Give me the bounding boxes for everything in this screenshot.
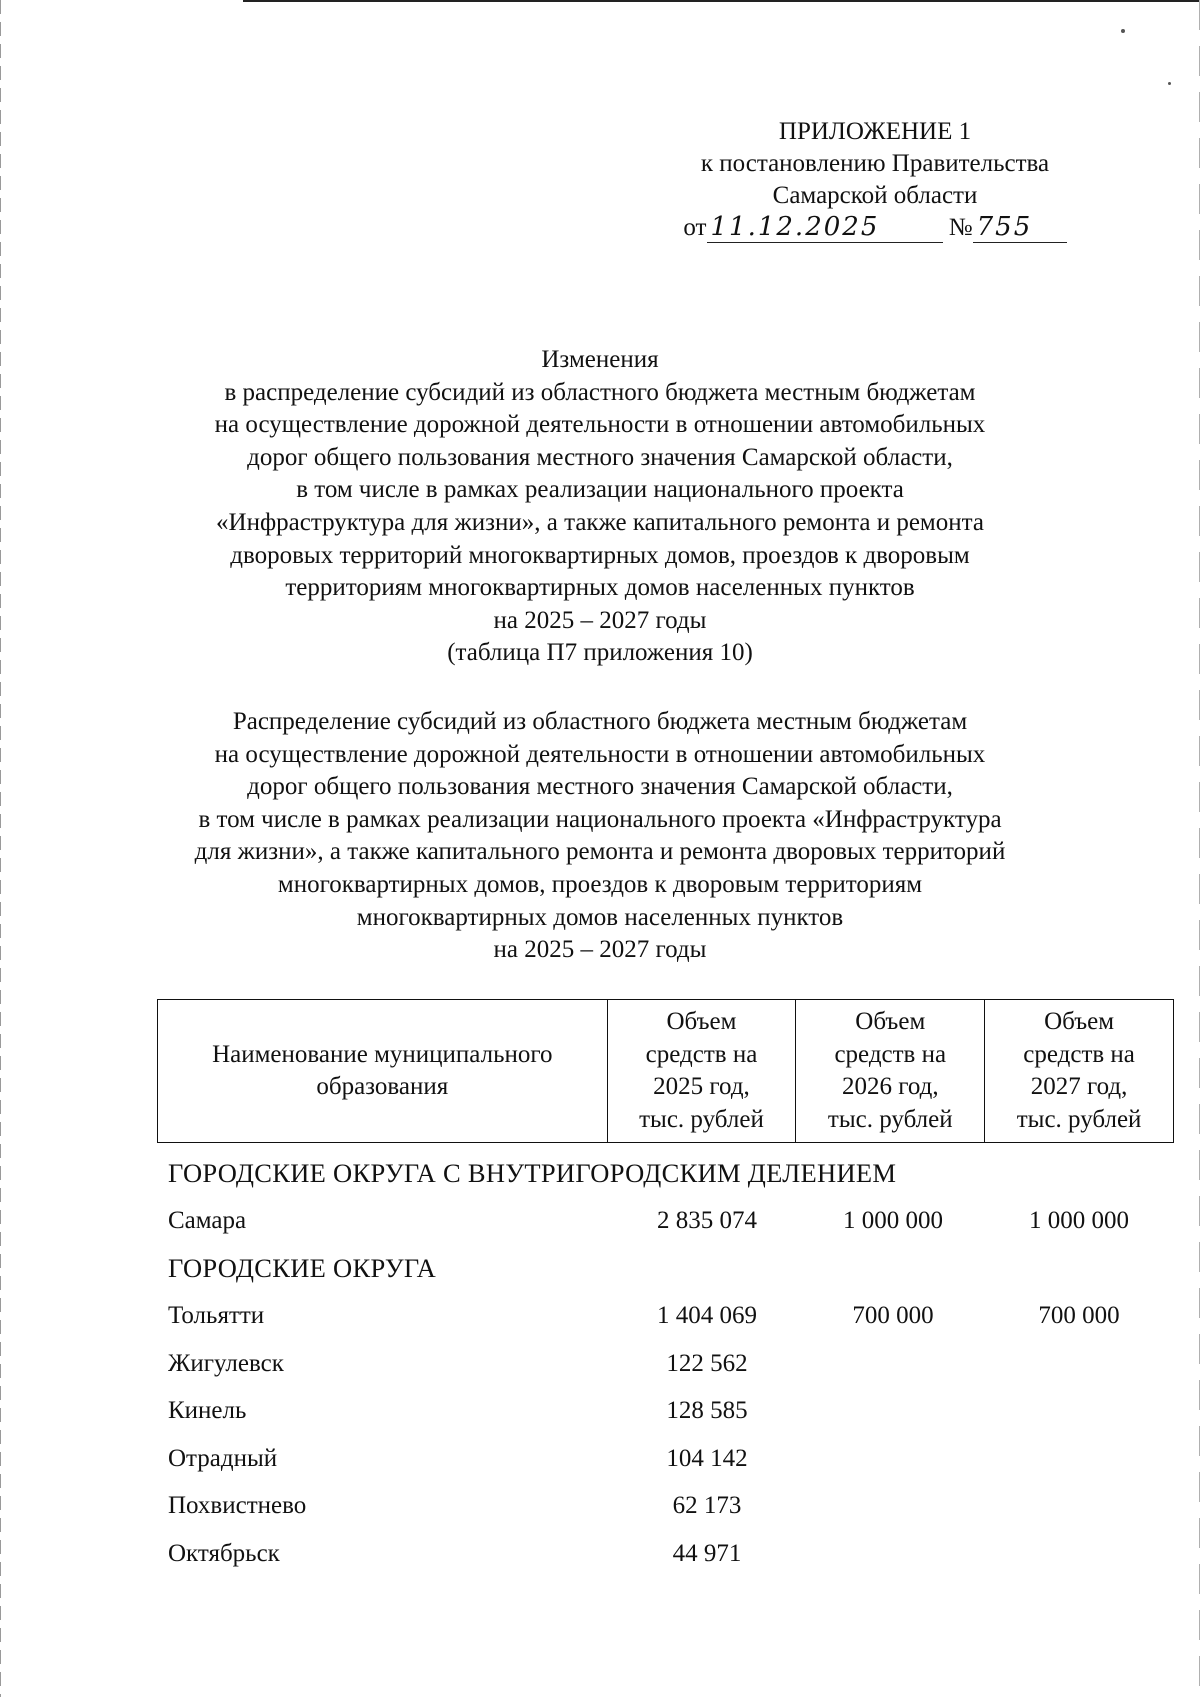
row-value-2025: 1 404 069 (657, 1302, 757, 1330)
table-row (157, 1530, 1174, 1578)
header-2025-line: Объем (666, 1008, 737, 1035)
subheading-line: Распределение субсидий из областного бюджета местным бюджетам (232, 708, 968, 735)
heading-line: Изменения (541, 346, 659, 373)
subheading-line: многоквартирных домов, проездов к дворовым территориям (277, 870, 923, 898)
header-2026-line: 2026 год, (841, 1073, 939, 1100)
header-2027-line: 2027 год, (1030, 1073, 1128, 1100)
handwritten-date: 11.12.2025 (707, 212, 943, 243)
row-value-2025: 122 562 (666, 1349, 748, 1377)
section-header (157, 1245, 1174, 1293)
subheading-line: в том числе в рамках реализации национального проекта «Инфраструктура (198, 805, 1002, 833)
header-2025-line: средств на (645, 1040, 758, 1068)
scan-speck (1121, 29, 1125, 33)
header-2025 (607, 1000, 796, 1143)
table-row (157, 1483, 1174, 1531)
date-prefix: от (683, 214, 707, 241)
header-municipality (158, 1000, 608, 1143)
appendix-line-2: Самарской области (772, 182, 978, 209)
table-header-row (158, 1000, 1174, 1143)
section-header (157, 1150, 1174, 1198)
row-value-2027: 1 000 000 (1029, 1207, 1129, 1235)
heading-line: в распределение субсидий из областного бюджета местным бюджетам (224, 378, 976, 406)
table-row (157, 1293, 1174, 1341)
heading-line: на осуществление дорожной деятельности в отношении автомобильных (214, 411, 986, 439)
heading-line: «Инфраструктура для жизни», а также капитального ремонта и ремонта (216, 508, 984, 536)
header-2027-line: Объем (1044, 1008, 1115, 1035)
row-value-2026: 1 000 000 (843, 1207, 943, 1235)
header-2025-line: тыс. рублей (639, 1105, 764, 1133)
row-name: Отрадный (168, 1444, 278, 1472)
row-value-2025: 104 142 (666, 1444, 748, 1472)
section-title: ГОРОДСКИЕ ОКРУГА С ВНУТРИГОРОДСКИМ ДЕЛЕНИЕМ (168, 1158, 897, 1189)
subheading-line: дорог общего пользования местного значения Самарской области, (247, 773, 953, 801)
header-2027-line: средств на (1023, 1040, 1135, 1068)
table-row (157, 1198, 1174, 1246)
heading-line: в том числе в рамках реализации национального проекта (296, 476, 904, 504)
subheading-line: на 2025 – 2027 годы (493, 936, 707, 964)
row-name: Кинель (168, 1397, 247, 1425)
heading-line: территориям многоквартирных домов населенных пунктов (285, 574, 915, 602)
row-name: Жигулевск (168, 1349, 284, 1377)
row-name: Октябрьск (168, 1539, 280, 1567)
table-body (157, 1150, 1174, 1578)
header-municipality-line: Наименование муниципального (212, 1040, 553, 1068)
document-subheading (130, 706, 1070, 967)
row-value-2025: 44 971 (672, 1539, 742, 1567)
header-2026-line: Объем (855, 1008, 926, 1035)
header-2027 (985, 1000, 1174, 1143)
handwritten-number: 755 (973, 212, 1067, 243)
subheading-line: на осуществление дорожной деятельности в отношении автомобильных (214, 740, 986, 768)
top-border-line (243, 0, 1200, 2)
appendix-title: ПРИЛОЖЕНИЕ 1 (778, 118, 972, 145)
heading-line: на 2025 – 2027 годы (493, 606, 707, 634)
appendix-date-line (620, 212, 1130, 244)
header-2027-line: тыс. рублей (1016, 1105, 1142, 1133)
row-name: Похвистнево (168, 1492, 307, 1520)
section-title: ГОРОДСКИЕ ОКРУГА (168, 1253, 437, 1284)
header-2026-line: тыс. рублей (827, 1105, 953, 1133)
row-value-2026: 700 000 (852, 1302, 934, 1330)
header-2026-line: средств на (834, 1040, 947, 1068)
heading-line: дорог общего пользования местного значения Самарской области, (247, 443, 953, 471)
number-prefix: № (948, 214, 973, 241)
left-scan-edge (0, 0, 1, 1697)
table-row (157, 1388, 1174, 1436)
subheading-line: для жизни», а также капитального ремонта и ремонта дворовых территорий (194, 838, 1006, 866)
header-2026 (796, 1000, 985, 1143)
table-row (157, 1435, 1174, 1483)
row-name: Самара (168, 1207, 247, 1235)
row-name: Тольятти (168, 1302, 265, 1330)
row-value-2025: 62 173 (672, 1492, 742, 1520)
document-heading (130, 344, 1070, 670)
subheading-line: многоквартирных домов населенных пунктов (356, 903, 844, 931)
heading-line: (таблица П7 приложения 10) (447, 639, 753, 667)
row-value-2025: 2 835 074 (657, 1207, 757, 1235)
appendix-line-1: к постановлению Правительства (700, 150, 1050, 177)
heading-line: дворовых территорий многоквартирных домов, проездов к дворовым (230, 541, 970, 569)
scan-speck (1168, 82, 1171, 85)
table-row (157, 1340, 1174, 1388)
row-value-2025: 128 585 (666, 1397, 748, 1425)
header-2025-line: 2025 год, (653, 1073, 750, 1100)
header-municipality-line: образования (316, 1073, 449, 1100)
appendix-block (620, 116, 1130, 244)
row-value-2027: 700 000 (1038, 1302, 1120, 1330)
table-header (157, 999, 1174, 1143)
